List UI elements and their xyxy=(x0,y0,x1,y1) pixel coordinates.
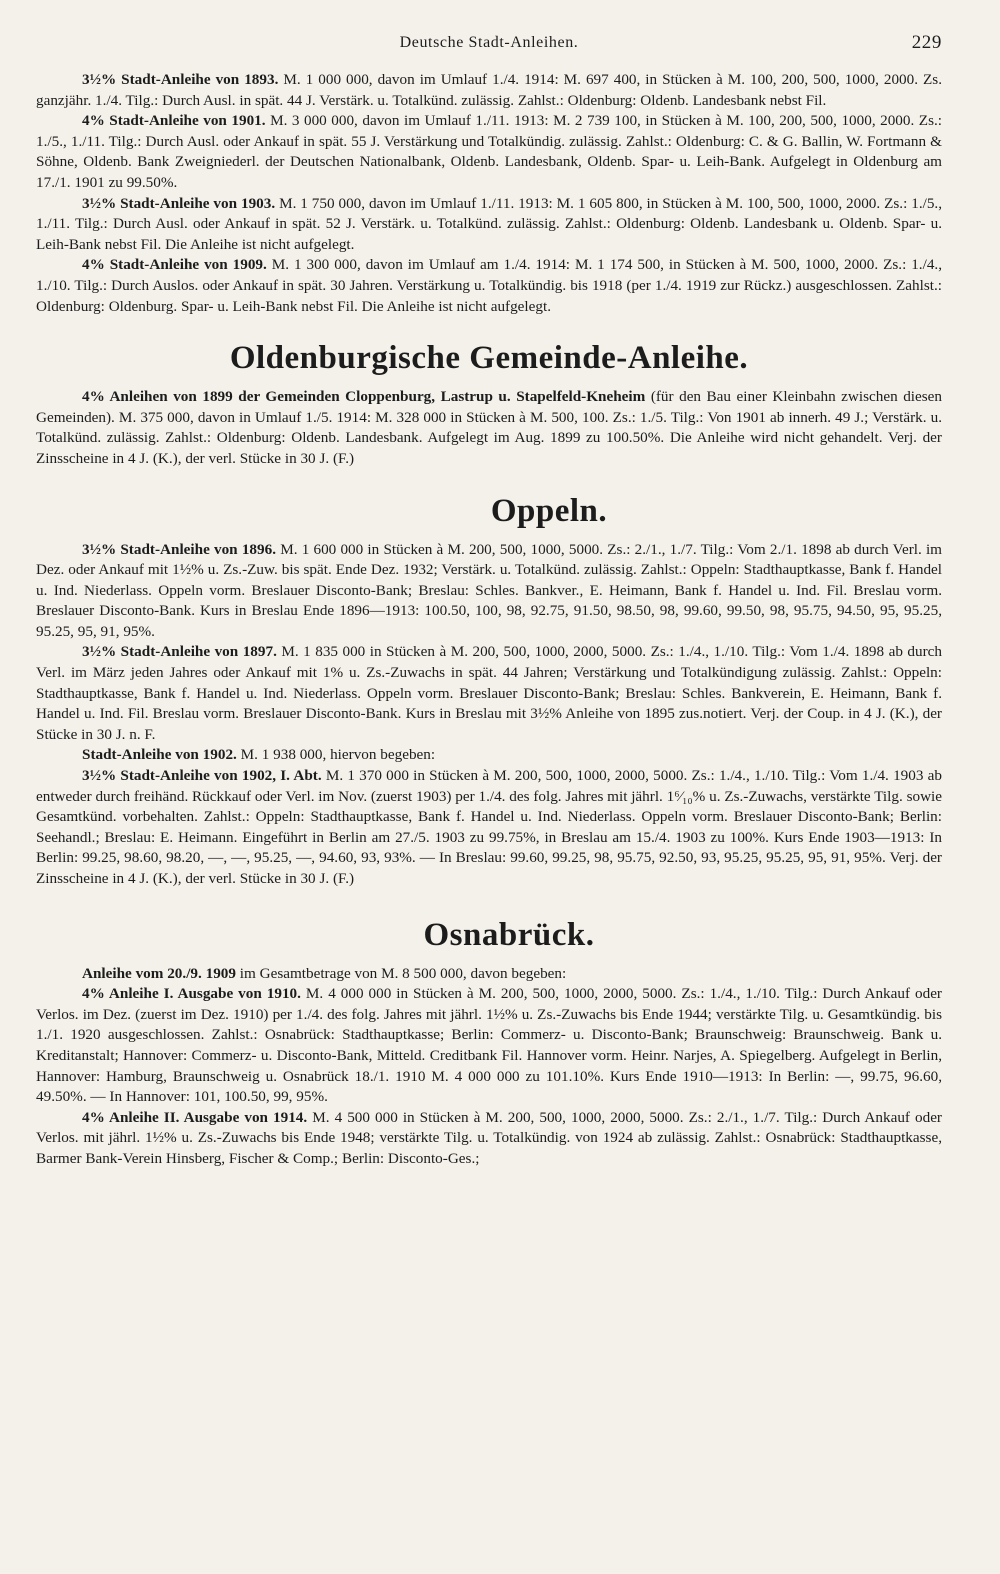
bond-details: M. 1 938 000, hiervon begeben: xyxy=(240,746,436,764)
bond-heading: Stadt-Anleihe von 1902. xyxy=(82,746,237,764)
bond-details: M. 1 835 000 in Stücken à M. 200, 500, 1000, 2000, 5000. Zs.: 1./4., 1./10. Tilg.: Vom 1./4. 1898 ab durch Verl. im März jeden Jahres oder Ankauf mit 1% u. Zs.-Zuwachs in spät. 44 Jahren; Verstärkung und Totalkündigung zulässig. Zahlst.: Oppeln: Stadthauptkasse, Bank f. Handel u. Ind. Niederlass. Oppeln vorm. Breslauer Disconto-Bank; Breslau: Schles. Bankverein, E. Heimann, Bank f. Handel u. Ind. Fil. Breslau vorm. Breslauer Disconto-Bank. Kurs in Breslau mit 3½% Anleihe von 1895 zus.notiert. Verj. der Coup. in 4 J. (K.), der Stücke in 30 J. n. F. xyxy=(36,643,942,743)
bond-entry xyxy=(36,642,942,745)
bond-heading: 4% Stadt-Anleihe von 1909. xyxy=(82,256,267,274)
running-title: Deutsche Stadt-Anleihen. xyxy=(399,34,579,51)
bond-heading: Anleihe vom 20./9. 1909 xyxy=(82,964,236,982)
bond-heading: 3½% Stadt-Anleihe von 1896. xyxy=(82,540,276,558)
bond-heading: 3½% Stadt-Anleihe von 1897. xyxy=(82,643,277,661)
bond-entry xyxy=(36,1108,942,1170)
bond-entry xyxy=(36,70,942,111)
running-header xyxy=(36,30,942,60)
bond-details: (für den Bau einer Kleinbahn zwischen diesen Gemeinden). M. 375 000, davon in Umlauf 1./5. 1914: M. 328 000 in Stücken à M. 500, 100. Zs.: 1./5. Tilg.: Von 1901 ab innerh. 49 J.; Verstärk. u. Totalkünd. zulässig. Zahlst.: Oldenburg: Oldenb. Landesbank. Aufgelegt im Aug. 1899 zu 100.50%. Die Anleihe wird nicht gehandelt. Verj. der Zinsscheine in 4 J. (K.), der verl. Stücke in 30 J. (F.) xyxy=(36,388,943,467)
bond-entry xyxy=(36,766,942,890)
bond-heading: 3½% Stadt-Anleihe von 1903. xyxy=(82,194,276,212)
page-number: 229 xyxy=(911,32,942,53)
bond-entry xyxy=(36,984,942,1108)
osnabrueck-anleihen xyxy=(36,964,942,1170)
bond-heading: 3½% Stadt-Anleihe von 1893. xyxy=(82,71,279,88)
bond-entry xyxy=(36,540,942,643)
bond-details: M. 1 370 000 in Stücken à M. 200, 500, 1000, 2000, 5000. Zs.: 1./4., 1./10. Tilg.: Vom 1./4. 1903 ab entweder durch freihänd. Rückkauf oder Verl. im Nov. (zuerst 1903) per 1./4. des folg. Jahres mit jährl. 1⁶⁄₁₀% u. Zs.-Zuwachs, verstärkte Tilg. sowie Gesamtkünd. vorbehalten. Zahlst.: Oppeln: Stadthauptkasse, Bank f. Handel u. Ind. Niederlass. Oppeln vorm. Breslauer Disconto-Bank; Berlin: Seehandl.; Breslau: E. Heimann. Eingeführt in Berlin am 27./5. 1903 zu 99.75%, in Breslau am 15./4. 1903 zu 100%. Kurs Ende 1903—1913: In Berlin: 99.25, 98.60, 98.20, —, —, 95.25, —, 94.60, 93, 93%. — In Breslau: 99.60, 99.25, 98, 95.75, 92.50, 93, 95.25, 95.25, 95, 91, 95%. Verj. der Zinsscheine in 4 J. (K.), der verl. Stücke in 30 J. (F.) xyxy=(36,767,942,887)
bond-details: M. 1 600 000 in Stücken à M. 200, 500, 1000, 5000. Zs.: 2./1., 1./7. Tilg.: Vom 2./1. 1898 ab durch Verl. im Dez. oder Ankauf mit 1½% u. Zs.-Zuw. bis spät. Ende Dez. 1932; Verstärk. u. Totalkünd. zulässig. Zahlst.: Oppeln: Stadthauptkasse, Bank f. Handel u. Ind. Niederlass. Oppeln vorm. Breslauer Disconto-Bank; Breslau: Schles. Bankver., E. Heimann, Bank f. Handel u. Ind. Fil. Breslau vorm. Breslauer Disconto-Bank. Kurs in Breslau Ende 1896—1913: 100.50, 100, 98, 92.75, 91.50, 98.50, 98, 99.60, 99.50, 98, 95.75, 94.50, 95, 95.25, 95.25, 95, 91, 95%. xyxy=(36,540,942,640)
bond-heading: 4% Anleihe II. Ausgabe von 1914. xyxy=(82,1108,308,1126)
bond-entry xyxy=(36,964,942,985)
bond-entry xyxy=(36,745,942,766)
bond-entry xyxy=(36,387,942,469)
bond-details: im Gesamtbetrage von M. 8 500 000, davon begeben: xyxy=(239,964,567,982)
bond-details: M. 1 300 000, davon im Umlauf am 1./4. 1914: M. 1 174 500, in Stücken à M. 500, 1000, 2000. Zs.: 1./4., 1./10. Tilg.: Durch Auslos. oder Ankauf in spät. 30 Jahren. Verstärkung u. Totalkündig. bis 1918 (per 1./4. 1919 zur Rückz.) ausgeschlossen. Zahlst.: Oldenburg: Oldenburg. Spar- u. Leih-Bank nebst Fil. Die Anleihe ist nicht aufgelegt. xyxy=(36,256,943,315)
bond-entry xyxy=(36,255,942,317)
section-title-oppeln: Oppeln. xyxy=(490,492,608,529)
bond-entry xyxy=(36,111,942,193)
bond-entry xyxy=(36,194,942,256)
section-title-osnabrueck: Osnabrück. xyxy=(423,916,595,953)
bond-heading: 3½% Stadt-Anleihe von 1902, I. Abt. xyxy=(82,767,322,785)
bond-details: M. 1 750 000, davon im Umlauf 1./11. 1913: M. 1 605 800, in Stücken à M. 100, 500, 1000, 2000. Zs.: 1./5., 1./11. Tilg.: Durch Ausl. oder Ankauf in spät. 52 J. Verstärk. u. Totalkünd. zulässig. Zahlst.: Oldenburg: Oldenb. Landesbank u. Oldenb. Spar- u. Leih-Bank nebst Fil. Die Anleihe ist nicht aufgelegt. xyxy=(36,194,943,253)
oldenburg-stadt-anleihen xyxy=(36,70,942,317)
bond-details: M. 4 000 000 in Stücken à M. 200, 500, 1000, 2000, 5000. Zs.: 1./4., 1./10. Tilg.: Durch Ankauf oder Verlos. im Dez. (zuerst im Dez. 1910) per 1./4. des folg. Jahres mit jährl. 1½% u. Zs.-Zuwachs bis Ende 1944; verstärkte Tilg. u. Gesamtkündig. bis 1./1. 1920 ausgeschlossen. Zahlst.: Osnabrück: Stadthauptkasse; Berlin: Commerz- u. Disconto-Bank; Braunschweig: Braunschweig. Bank u. Kreditanstalt; Hannover: Commerz- u. Disconto-Bank, Mitteld. Creditbank Fil. Hannover vorm. Heinr. Narjes, A. Spiegelberg. Aufgelegt in Berlin, Hannover: Hamburg, Braunschweig u. Osnabrück 18./1. 1910 M. 4 000 000 zu 101.10%. Kurs Ende 1910—1913: In Berlin: —, 99.75, 96.60, 49.50%. — In Hannover: 101, 100.50, 99, 95%. xyxy=(36,985,942,1106)
bond-heading: 4% Anleihen von 1899 der Gemeinden Cloppenburg, Lastrup u. Stapelfeld-Kneheim xyxy=(82,388,646,406)
bond-heading: 4% Stadt-Anleihe von 1901. xyxy=(82,112,266,130)
bond-details: M. 3 000 000, davon im Umlauf 1./11. 1913: M. 2 739 100, in Stücken à M. 100, 200, 500, 1000, 2000. Zs.: 1./5., 1./11. Tilg.: Durch Ausl. oder Ankauf in spät. 55 J. Verstärkung und Totalkündig. zulässig. Zahlst.: Oldenburg: C. & G. Ballin, W. Fortmann & Söhne, Oldenb. Bank Zweigniederl. der Deutschen Nationalbank, Oldenb. Landesbank, Oldenb. Spar- u. Leih-Bank. Aufgelegt in Oldenburg am 17./1. 1901 zu 99.50%. xyxy=(36,112,943,191)
bond-heading: 4% Anleihe I. Ausgabe von 1910. xyxy=(82,985,301,1003)
section-title-gemeinde: Oldenburgische Gemeinde-Anleihe. xyxy=(229,340,749,377)
gemeinde-anleihen xyxy=(36,387,942,469)
bond-details: M. 4 500 000 in Stücken à M. 200, 500, 1000, 2000, 5000. Zs.: 2./1., 1./7. Tilg.: Durch Ankauf oder Verlos. mit jährl. 1½% u. Zs.-Zuwachs bis Ende 1948; verstärkte Tilg. u. Totalkündig. von 1924 ab zulässig. Zahlst.: Osnabrück: Stadthauptkasse, Barmer Bank-Verein Hinsberg, Fischer & Comp.; Berlin: Disconto-Ges.; xyxy=(36,1108,942,1167)
oppeln-anleihen xyxy=(36,540,942,890)
bond-details: M. 1 000 000, davon im Umlauf 1./4. 1914: M. 697 400, in Stücken à M. 100, 200, 500, 1000, 2000. Zs. ganzjähr. 1./4. Tilg.: Durch Ausl. in spät. 44 J. Verstärk. u. Totalkünd. zulässig. Zahlst.: Oldenburg: Oldenb. Landesbank nebst Fil. xyxy=(36,71,943,109)
